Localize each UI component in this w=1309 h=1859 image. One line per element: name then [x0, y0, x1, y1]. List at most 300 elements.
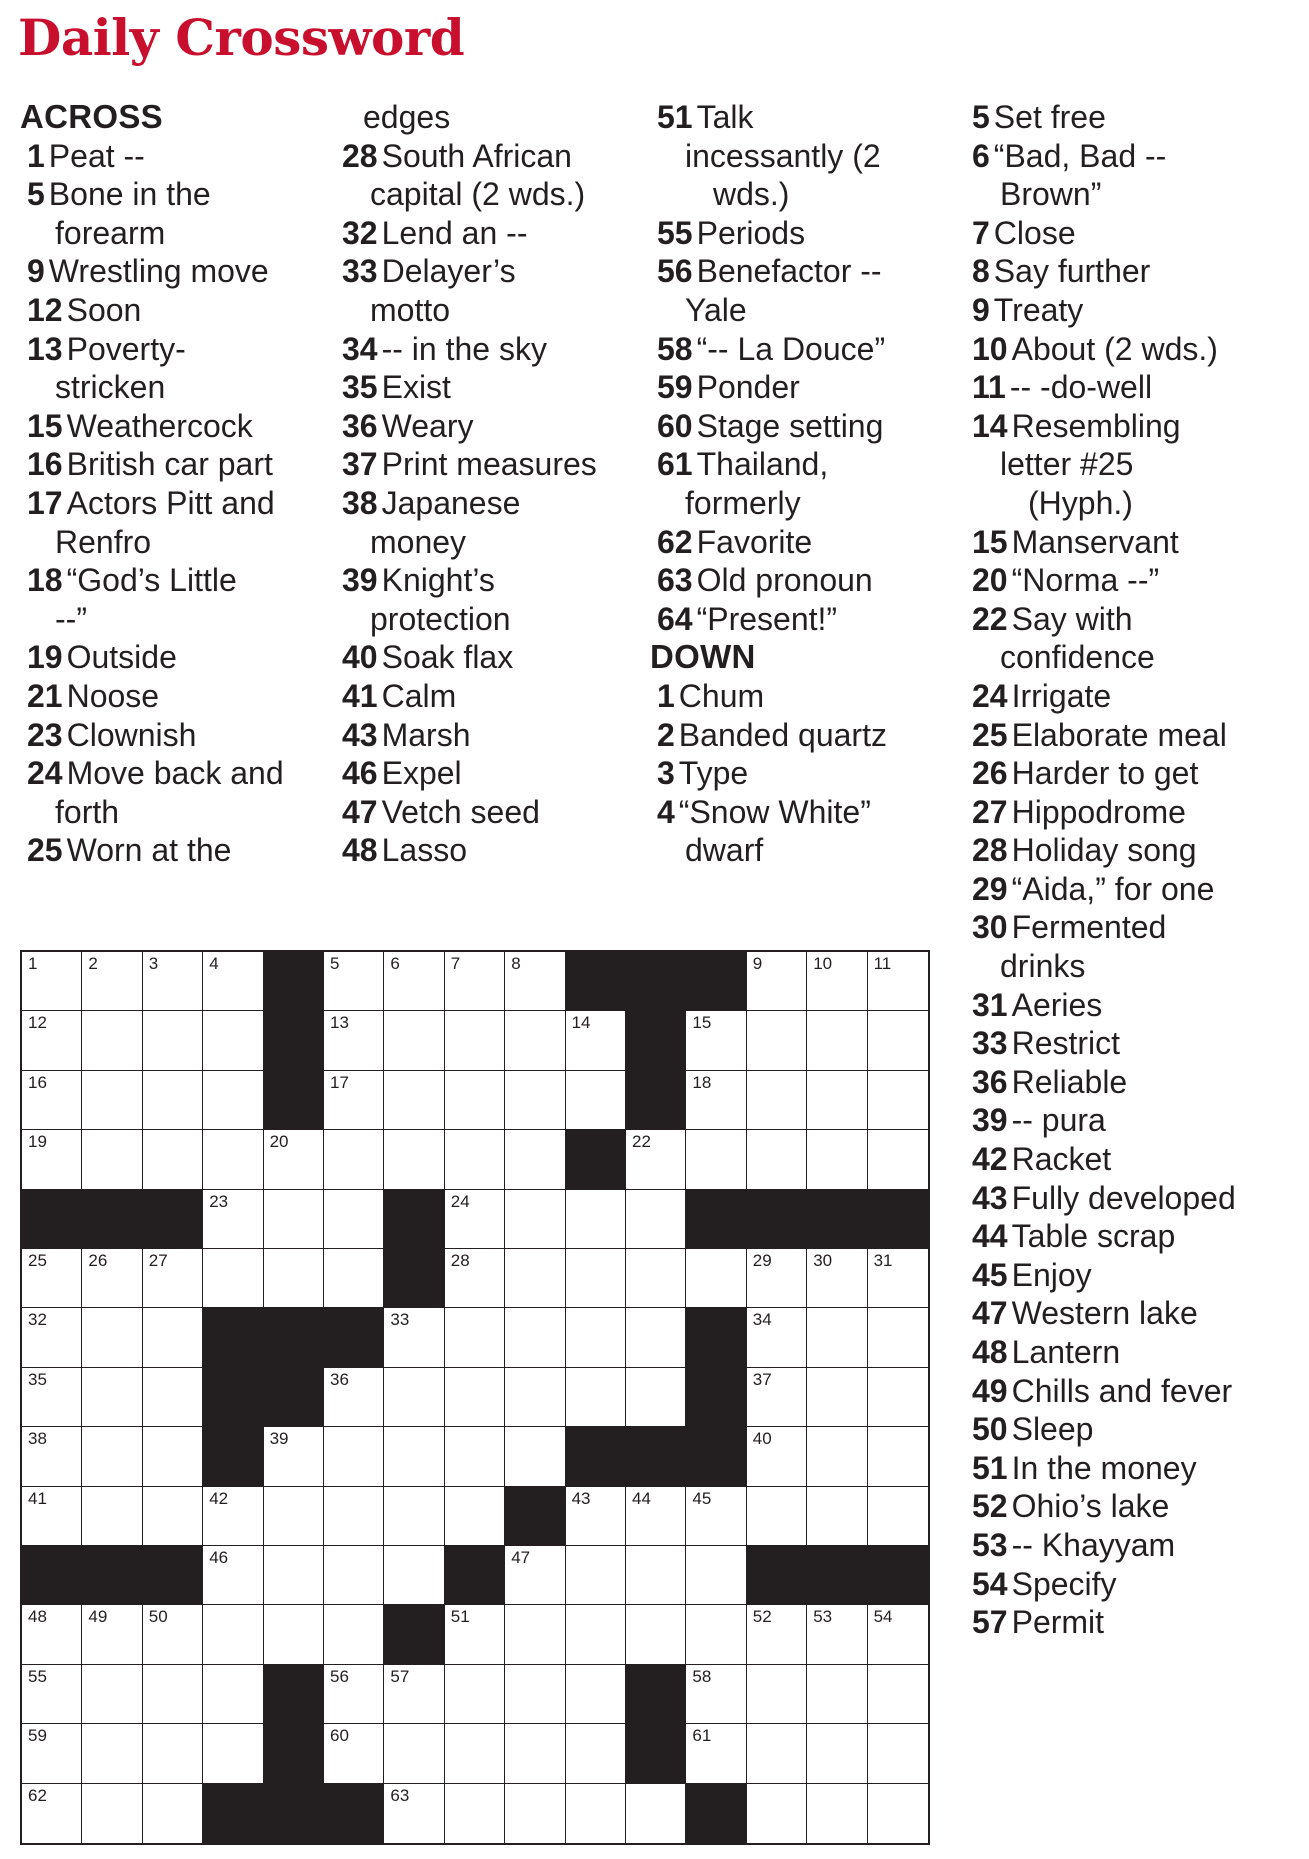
- grid-cell[interactable]: [324, 1368, 384, 1427]
- grid-cell[interactable]: [324, 1665, 384, 1724]
- grid-cell[interactable]: [807, 1130, 867, 1189]
- grid-cell[interactable]: [324, 1249, 384, 1308]
- clue-text: Noose: [66, 677, 160, 714]
- grid-cell[interactable]: [324, 1011, 384, 1070]
- grid-cell[interactable]: [445, 952, 505, 1011]
- grid-cell[interactable]: [384, 1011, 444, 1070]
- clue-number: 42: [972, 1141, 1008, 1178]
- grid-cell[interactable]: [203, 1546, 263, 1605]
- grid-cell[interactable]: [143, 952, 203, 1011]
- grid-cell[interactable]: [505, 1427, 565, 1486]
- grid-cell[interactable]: [505, 1665, 565, 1724]
- grid-cell[interactable]: [445, 1308, 505, 1367]
- grid-cell[interactable]: [82, 1784, 142, 1843]
- grid-cell[interactable]: [22, 1427, 82, 1486]
- grid-cell[interactable]: [445, 1665, 505, 1724]
- grid-cell[interactable]: [626, 1308, 686, 1367]
- grid-cell[interactable]: [264, 1249, 324, 1308]
- grid-cell[interactable]: [807, 1724, 867, 1783]
- grid-cell[interactable]: [686, 1487, 746, 1546]
- clue-text: Expel: [381, 755, 462, 792]
- grid-cell[interactable]: [747, 1071, 807, 1130]
- grid-cell[interactable]: [82, 1724, 142, 1783]
- grid-cell[interactable]: [445, 1190, 505, 1249]
- grid-cell[interactable]: [747, 1605, 807, 1664]
- clue-item: [965, 677, 1265, 716]
- grid-cell[interactable]: [868, 1605, 928, 1664]
- grid-cell[interactable]: [505, 1308, 565, 1367]
- grid-cell[interactable]: [324, 1605, 384, 1664]
- grid-cell[interactable]: [324, 1071, 384, 1130]
- grid-cell[interactable]: [807, 952, 867, 1011]
- grid-cell[interactable]: [868, 952, 928, 1011]
- grid-block: [264, 1724, 324, 1783]
- grid-cell[interactable]: [626, 1546, 686, 1605]
- grid-cell[interactable]: [22, 1308, 82, 1367]
- grid-cell[interactable]: [566, 1249, 626, 1308]
- cell-number: 24: [450, 1191, 470, 1211]
- grid-cell[interactable]: [384, 1368, 444, 1427]
- grid-cell[interactable]: [807, 1071, 867, 1130]
- grid-cell[interactable]: [505, 1190, 565, 1249]
- grid-cell[interactable]: [505, 1368, 565, 1427]
- clue-number: 14: [972, 407, 1008, 444]
- grid-cell[interactable]: [445, 1784, 505, 1843]
- clue-number: 1: [27, 137, 45, 174]
- clue-item: [650, 330, 950, 369]
- clue-text: Hippodrome: [1011, 793, 1186, 830]
- clue-text: Move back and: [66, 755, 284, 792]
- clue-item: [650, 214, 950, 253]
- clue-text: Irrigate: [1011, 677, 1112, 714]
- grid-cell[interactable]: [22, 1249, 82, 1308]
- clue-number: 62: [657, 523, 693, 560]
- clue-number: 53: [972, 1526, 1008, 1563]
- grid-cell[interactable]: [566, 1546, 626, 1605]
- grid-cell[interactable]: [505, 1546, 565, 1605]
- grid-cell[interactable]: [143, 1605, 203, 1664]
- clue-item: [965, 330, 1265, 369]
- grid-cell[interactable]: [445, 1011, 505, 1070]
- grid-cell[interactable]: [868, 1724, 928, 1783]
- cell-number: 25: [28, 1251, 47, 1270]
- grid-cell[interactable]: [143, 1071, 203, 1130]
- grid-block: [264, 1071, 324, 1130]
- clue-item: [335, 214, 635, 253]
- grid-cell[interactable]: [143, 1487, 203, 1546]
- grid-cell[interactable]: [22, 1784, 82, 1843]
- grid-cell[interactable]: [747, 1487, 807, 1546]
- cell-number: 28: [450, 1251, 470, 1270]
- grid-cell[interactable]: [626, 1784, 686, 1843]
- clue-item: [650, 445, 950, 522]
- grid-cell[interactable]: [22, 1130, 82, 1189]
- grid-cell[interactable]: [82, 1011, 142, 1070]
- grid-cell[interactable]: [384, 1546, 444, 1605]
- clue-text: Permit: [1011, 1604, 1105, 1641]
- grid-cell[interactable]: [868, 1665, 928, 1724]
- grid-cell[interactable]: [203, 1249, 263, 1308]
- grid-cell[interactable]: [22, 1011, 82, 1070]
- grid-cell[interactable]: [82, 1071, 142, 1130]
- clue-number: 43: [972, 1179, 1008, 1216]
- grid-cell[interactable]: [807, 1249, 867, 1308]
- grid-block: [264, 1784, 324, 1843]
- clue-number: 21: [27, 677, 63, 714]
- grid-cell[interactable]: [82, 1130, 142, 1189]
- grid-cell[interactable]: [505, 952, 565, 1011]
- grid-cell[interactable]: [445, 1487, 505, 1546]
- grid-cell[interactable]: [747, 1665, 807, 1724]
- grid-cell[interactable]: [566, 1011, 626, 1070]
- grid-cell[interactable]: [505, 1011, 565, 1070]
- clue-number: 31: [972, 986, 1008, 1023]
- grid-block: [686, 952, 746, 1011]
- clue-column-4: [965, 98, 1265, 1642]
- clue-number: 41: [342, 677, 378, 714]
- grid-cell[interactable]: [384, 1724, 444, 1783]
- grid-cell[interactable]: [82, 952, 142, 1011]
- grid-cell[interactable]: [384, 1784, 444, 1843]
- grid-cell[interactable]: [203, 1190, 263, 1249]
- grid-cell[interactable]: [807, 1368, 867, 1427]
- clue-number: 45: [972, 1256, 1008, 1293]
- clue-number: 15: [972, 523, 1008, 560]
- cell-number: 40: [752, 1429, 772, 1449]
- grid-cell[interactable]: [626, 1130, 686, 1189]
- grid-cell[interactable]: [22, 1724, 82, 1783]
- grid-cell[interactable]: [807, 1784, 867, 1843]
- grid-cell[interactable]: [143, 1368, 203, 1427]
- clue-item: [335, 368, 635, 407]
- grid-cell[interactable]: [384, 952, 444, 1011]
- grid-block: [807, 1546, 867, 1605]
- clue-number: 51: [972, 1449, 1008, 1486]
- grid-cell[interactable]: [566, 1665, 626, 1724]
- grid-cell[interactable]: [747, 952, 807, 1011]
- grid-cell[interactable]: [686, 1665, 746, 1724]
- grid-cell[interactable]: [445, 1130, 505, 1189]
- grid-cell[interactable]: [22, 1071, 82, 1130]
- clue-number: 23: [27, 716, 63, 753]
- page-title: Daily Crossword: [18, 8, 465, 67]
- grid-cell[interactable]: [807, 1487, 867, 1546]
- grid-cell[interactable]: [505, 1724, 565, 1783]
- grid-cell[interactable]: [22, 1665, 82, 1724]
- clue-item: [965, 1333, 1265, 1372]
- grid-cell[interactable]: [807, 1427, 867, 1486]
- clue-text: Lend an --: [381, 214, 528, 251]
- grid-cell[interactable]: [143, 1011, 203, 1070]
- grid-cell[interactable]: [203, 1130, 263, 1189]
- grid-cell[interactable]: [626, 1190, 686, 1249]
- grid-block: [203, 1427, 263, 1486]
- grid-cell[interactable]: [566, 1784, 626, 1843]
- grid-cell[interactable]: [264, 1605, 324, 1664]
- grid-cell[interactable]: [22, 1605, 82, 1664]
- grid-cell[interactable]: [143, 1308, 203, 1367]
- clue-number: 25: [972, 716, 1008, 753]
- grid-cell[interactable]: [384, 1427, 444, 1486]
- clue-item: [965, 1217, 1265, 1256]
- grid-cell[interactable]: [324, 952, 384, 1011]
- grid-cell[interactable]: [82, 1487, 142, 1546]
- grid-cell[interactable]: [22, 1368, 82, 1427]
- grid-cell[interactable]: [626, 1368, 686, 1427]
- grid-cell[interactable]: [445, 1249, 505, 1308]
- grid-block: [203, 1368, 263, 1427]
- clue-text: “Snow White”: [678, 793, 871, 830]
- grid-cell[interactable]: [82, 1665, 142, 1724]
- grid-cell[interactable]: [868, 1427, 928, 1486]
- grid-cell[interactable]: [384, 1308, 444, 1367]
- grid-cell[interactable]: [264, 1546, 324, 1605]
- grid-cell[interactable]: [807, 1011, 867, 1070]
- clue-number: 6: [972, 137, 990, 174]
- clue-item: [650, 561, 950, 600]
- cell-number: 33: [390, 1310, 410, 1330]
- clue-text: Wrestling move: [48, 253, 269, 290]
- cell-number: 32: [28, 1310, 47, 1330]
- grid-cell[interactable]: [384, 1487, 444, 1546]
- clue-item: [965, 986, 1265, 1025]
- grid-cell[interactable]: [505, 1605, 565, 1664]
- clue-text: Specify: [1011, 1565, 1117, 1602]
- clue-number: 12: [27, 291, 63, 328]
- clue-text: incessantly (2: [685, 137, 881, 174]
- grid-cell[interactable]: [203, 1605, 263, 1664]
- grid-cell[interactable]: [747, 1784, 807, 1843]
- grid-cell[interactable]: [747, 1130, 807, 1189]
- grid-cell[interactable]: [626, 1605, 686, 1664]
- grid-cell[interactable]: [324, 1487, 384, 1546]
- grid-cell[interactable]: [264, 1190, 324, 1249]
- grid-cell[interactable]: [203, 1011, 263, 1070]
- clue-item: [965, 716, 1265, 755]
- cell-number: 17: [330, 1072, 349, 1092]
- clue-number: 30: [972, 909, 1008, 946]
- grid-block: [686, 1784, 746, 1843]
- grid-cell[interactable]: [807, 1308, 867, 1367]
- clue-number: 9: [27, 253, 45, 290]
- cell-number: 35: [28, 1369, 47, 1389]
- cell-number: 43: [571, 1488, 591, 1508]
- clue-number: 36: [342, 407, 378, 444]
- clue-text: Aeries: [1011, 986, 1103, 1023]
- grid-block: [626, 1724, 686, 1783]
- grid-cell[interactable]: [203, 1487, 263, 1546]
- clue-text: Enjoy: [1011, 1256, 1092, 1293]
- clue-item: [20, 754, 320, 831]
- clue-number: 48: [342, 832, 378, 869]
- grid-cell[interactable]: [566, 1190, 626, 1249]
- grid-cell[interactable]: [566, 1605, 626, 1664]
- clue-item: [650, 407, 950, 446]
- grid-cell[interactable]: [203, 1724, 263, 1783]
- grid-cell[interactable]: [747, 1249, 807, 1308]
- clue-number: 9: [972, 291, 990, 328]
- cell-number: 20: [269, 1132, 289, 1152]
- grid-cell[interactable]: [143, 1784, 203, 1843]
- grid-cell[interactable]: [143, 1427, 203, 1486]
- grid-cell[interactable]: [566, 1487, 626, 1546]
- grid-cell[interactable]: [324, 1427, 384, 1486]
- grid-cell[interactable]: [566, 1368, 626, 1427]
- grid-cell[interactable]: [686, 1130, 746, 1189]
- grid-cell[interactable]: [264, 1487, 324, 1546]
- grid-cell[interactable]: [324, 1190, 384, 1249]
- grid-cell[interactable]: [203, 952, 263, 1011]
- clue-number: 55: [657, 214, 693, 251]
- grid-cell[interactable]: [82, 1249, 142, 1308]
- grid-cell[interactable]: [203, 1665, 263, 1724]
- cell-number: 36: [330, 1369, 349, 1389]
- clue-item: [965, 754, 1265, 793]
- grid-cell[interactable]: [384, 1071, 444, 1130]
- clue-item: [20, 330, 320, 407]
- clue-number: 17: [27, 484, 63, 521]
- grid-cell[interactable]: [868, 1071, 928, 1130]
- grid-cell[interactable]: [747, 1368, 807, 1427]
- grid-block: [143, 1546, 203, 1605]
- clue-text: Manservant: [1011, 523, 1179, 560]
- grid-cell[interactable]: [566, 1308, 626, 1367]
- grid-cell[interactable]: [324, 1130, 384, 1189]
- grid-cell[interactable]: [626, 1249, 686, 1308]
- clue-text: Japanese: [381, 484, 521, 521]
- grid-cell[interactable]: [807, 1605, 867, 1664]
- clue-item: [650, 523, 950, 562]
- grid-cell[interactable]: [445, 1724, 505, 1783]
- cell-number: 60: [330, 1726, 349, 1746]
- cell-number: 13: [330, 1013, 349, 1033]
- grid-cell[interactable]: [747, 1011, 807, 1070]
- cell-number: 48: [28, 1607, 47, 1627]
- grid-cell[interactable]: [22, 952, 82, 1011]
- grid-cell[interactable]: [143, 1130, 203, 1189]
- grid-cell[interactable]: [566, 1724, 626, 1783]
- grid-cell[interactable]: [747, 1308, 807, 1367]
- grid-cell[interactable]: [445, 1605, 505, 1664]
- grid-cell[interactable]: [505, 1249, 565, 1308]
- grid-cell[interactable]: [686, 1249, 746, 1308]
- grid-block: [22, 1546, 82, 1605]
- grid-cell[interactable]: [82, 1427, 142, 1486]
- clue-item: [965, 1024, 1265, 1063]
- clue-item: [650, 600, 950, 639]
- grid-block: [324, 1308, 384, 1367]
- grid-cell[interactable]: [82, 1605, 142, 1664]
- grid-cell[interactable]: [505, 1071, 565, 1130]
- grid-cell[interactable]: [143, 1724, 203, 1783]
- clue-item: [965, 1487, 1265, 1526]
- clue-text: Soak flax: [381, 639, 514, 676]
- clue-item: [965, 1101, 1265, 1140]
- cell-number: 5: [330, 954, 340, 973]
- cell-number: 63: [390, 1785, 410, 1805]
- grid-cell[interactable]: [747, 1427, 807, 1486]
- grid-cell[interactable]: [82, 1308, 142, 1367]
- grid-cell[interactable]: [505, 1784, 565, 1843]
- clue-number: 4: [657, 793, 675, 830]
- grid-cell[interactable]: [686, 1011, 746, 1070]
- grid-cell[interactable]: [324, 1724, 384, 1783]
- grid-cell[interactable]: [566, 1071, 626, 1130]
- grid-cell[interactable]: [868, 1487, 928, 1546]
- grid-cell[interactable]: [82, 1368, 142, 1427]
- grid-cell[interactable]: [203, 1071, 263, 1130]
- grid-cell[interactable]: [264, 1130, 324, 1189]
- clue-number: 16: [27, 446, 63, 483]
- clue-text: Clownish: [66, 716, 197, 753]
- grid-cell[interactable]: [686, 1546, 746, 1605]
- grid-cell[interactable]: [445, 1368, 505, 1427]
- clue-text: --”: [55, 600, 87, 637]
- grid-cell[interactable]: [868, 1784, 928, 1843]
- grid-cell[interactable]: [686, 1605, 746, 1664]
- clue-text: Elaborate meal: [1011, 716, 1227, 753]
- clue-item: [20, 291, 320, 330]
- grid-cell[interactable]: [626, 1487, 686, 1546]
- grid-cell[interactable]: [143, 1249, 203, 1308]
- grid-cell[interactable]: [384, 1665, 444, 1724]
- grid-cell[interactable]: [686, 1071, 746, 1130]
- grid-cell[interactable]: [264, 1427, 324, 1486]
- grid-block: [566, 952, 626, 1011]
- cell-number: 39: [269, 1429, 289, 1449]
- grid-cell[interactable]: [747, 1724, 807, 1783]
- clue-text: Type: [678, 755, 749, 792]
- clue-number: 48: [972, 1334, 1008, 1370]
- grid-cell[interactable]: [868, 1249, 928, 1308]
- clue-number: 25: [27, 832, 63, 869]
- grid-cell[interactable]: [143, 1665, 203, 1724]
- clue-item: [20, 831, 320, 870]
- clue-text: “-- La Douce”: [696, 330, 886, 367]
- clue-text: Worn at the: [66, 832, 232, 869]
- clue-number: 64: [657, 600, 693, 637]
- grid-cell[interactable]: [384, 1130, 444, 1189]
- grid-cell[interactable]: [22, 1487, 82, 1546]
- grid-cell[interactable]: [445, 1427, 505, 1486]
- clue-number: 2: [657, 716, 675, 753]
- cell-number: 37: [752, 1369, 772, 1389]
- clue-number: 38: [342, 484, 378, 521]
- grid-cell[interactable]: [807, 1665, 867, 1724]
- grid-cell[interactable]: [868, 1368, 928, 1427]
- clue-text: -- -do-well: [1009, 369, 1153, 406]
- grid-cell[interactable]: [868, 1130, 928, 1189]
- grid-cell[interactable]: [868, 1011, 928, 1070]
- clue-item: [335, 137, 635, 214]
- grid-cell[interactable]: [324, 1546, 384, 1605]
- clue-item: [965, 137, 1265, 214]
- cell-number: 11: [873, 954, 892, 973]
- grid-cell[interactable]: [445, 1071, 505, 1130]
- clue-text: Benefactor --: [696, 253, 882, 290]
- grid-cell[interactable]: [505, 1130, 565, 1189]
- clue-text: Banded quartz: [678, 716, 887, 753]
- clue-column-3: [650, 98, 950, 870]
- clue-number: 7: [972, 214, 990, 251]
- cell-number: 27: [148, 1251, 168, 1270]
- grid-cell[interactable]: [686, 1724, 746, 1783]
- cell-number: 26: [88, 1251, 108, 1270]
- clue-item: [335, 677, 635, 716]
- clue-number: 39: [342, 562, 378, 599]
- grid-cell[interactable]: [868, 1308, 928, 1367]
- clue-text: Soon: [66, 291, 142, 328]
